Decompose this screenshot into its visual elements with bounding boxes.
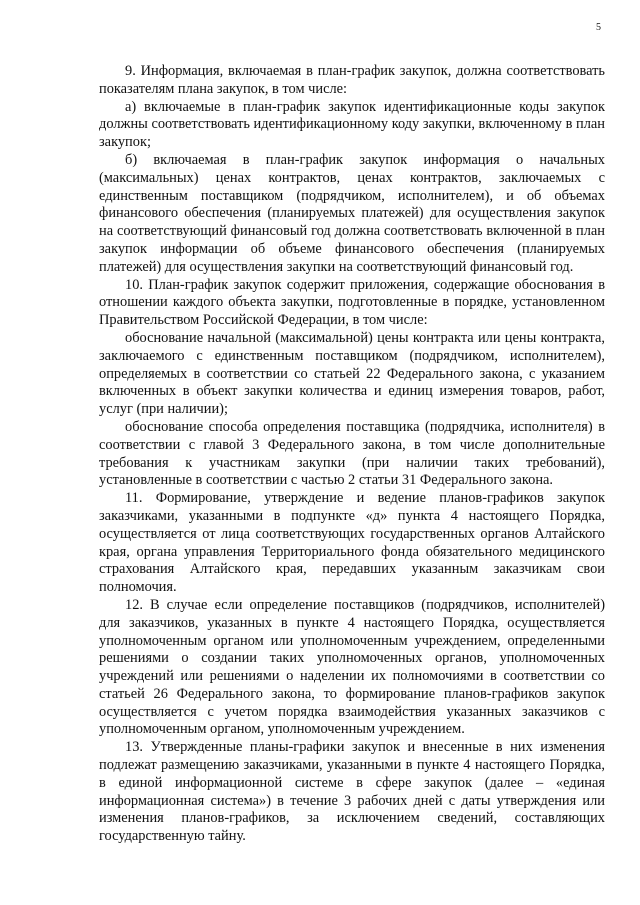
paragraph-10: 10. План-график закупок содержит приложения, содержащие обоснования в отношении каждого объекта закупки, подготовленные в порядке, установленном Правительством Российской Федерации, в том числе: [99,276,605,329]
paragraph-13: 13. Утвержденные планы-графики закупок и внесенные в них изменения подлежат размещению заказчиками, указанными в пункте 4 настоящего Порядка, в единой информационной системе в сфере закупок (далее – «единая информационная система») в течение 3 рабочих дней с даты утверждения или изменения планов-графиков, за исключением сведений, составляющих государственную тайну. [99,739,605,845]
paragraph-11: 11. Формирование, утверждение и ведение планов-графиков закупок заказчиками, указанными в подпункте «д» пункта 4 настоящего Порядка, осуществляется от лица соответствующих государственных органов Алтайского края, органа управления Территориального фонда обязательного медицинского страхования Алтайского края, передавших указанным заказчикам свои полномочия. [99,490,605,596]
paragraph-10-price-justification: обоснование начальной (максимальной) цены контракта или цены контракта, заключаемого с единственным поставщиком (подрядчиком, исполнителем), определяемых в соответствии со статьей 22 Федерального закона, с указанием включенных в объект закупки количества и единиц измерения товаров, работ, услуг (при наличии); [99,329,605,418]
paragraph-10-method-justification: обоснование способа определения поставщика (подрядчика, исполнителя) в соответствии с главой 3 Федерального закона, в том числе дополнительные требования к участникам закупки (при наличии таких требований), установленные в соответствии с частью 2 статьи 31 Федерального закона. [99,418,605,489]
paragraph-9: 9. Информация, включаемая в план-график закупок, должна соответствовать показателям плана закупок, в том числе: [99,63,605,97]
paragraph-9a: а) включаемые в план-график закупок идентификационные коды закупок должны соответствовать идентификационному коду закупки, включенному в план закупок; [99,98,605,151]
paragraph-12: 12. В случае если определение поставщиков (подрядчиков, исполнителей) для заказчиков, указанных в пункте 4 настоящего Порядка, осуществляется уполномоченным органом или уполномоченным учреждением, определенными решениями о создании таких уполномоченных органов, уполномоченных учреждений или решениями о наделении их полномочиями в соответствии со статьей 26 Федерального закона, то формирование планов-графиков закупок осуществляется с учетом порядка взаимодействия указанных заказчиков с уполномоченным органом, уполномоченным учреждением. [99,596,605,738]
paragraph-9b: б) включаемая в план-график закупок информация о начальных (максимальных) ценах контрактов, ценах контрактов, заключаемых с единственным поставщиком (подрядчиком, исполнителем), и об объемах финансового обеспечения (планируемых платежей) для осуществления закупок на соответствующий финансовый год должна соответствовать включенной в план закупок информации об объеме финансового обеспечения (планируемых платежей) для осуществления закупки на соответствующий финансовый год. [99,151,605,275]
document-body [99,63,605,846]
page-number: 5 [596,22,601,33]
